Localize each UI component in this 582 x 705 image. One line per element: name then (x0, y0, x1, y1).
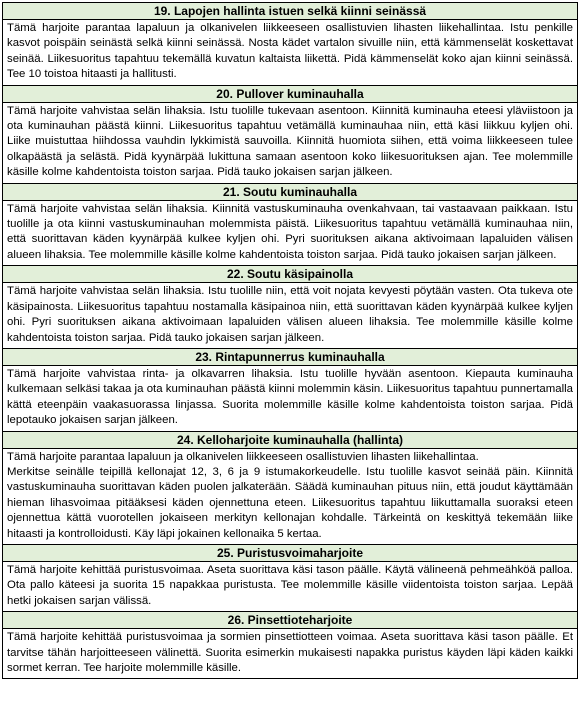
description-paragraph: Tämä harjoite vahvistaa selän lihaksia. Istu tuolille tukevaan asentoon. Kiinnitä kuminauha eteesi yläviistoon ja ota kuminauhan päästä kiinni. Liikesuoritus tapahtuu vetämällä kuminauhaa niin, että käsi liikkuu kyljen ohi. Liike muistuttaa hiihdossa vauhdin lykkimistä sauvoilla. Kiinnitä huomiota siihen, että voima liikkeeseen tulee olkapäästä ja selästä. Pidä kyynärpää lukittuna samaan asentoon koko liikesuorituksen ajan. Tee molemmille käsille kolme kahdentoista toiston sarjaa. Pidä tauko jokaisen sarjan jälkeen. (7, 104, 573, 179)
section-title: 23. Rintapunnerrus kuminauhalla (3, 348, 578, 365)
section-header-row (3, 612, 578, 629)
section-title: 19. Lapojen hallinta istuen selkä kiinni seinässä (3, 3, 578, 20)
section-description (3, 102, 578, 183)
description-paragraph: Tämä harjoite parantaa lapaluun ja olkanivelen liikkeeseen osallistuvien lihasten liikehallintaa. Istu penkille kasvot poispäin seinästä selkä kiinni seinässä. Nosta kädet vartalon sivuille niin, että kämmenselät koskettavat seinää. Liikesuoritus tapahtuu tekemällä kuvatun kaltaista liikettä. Pidä kämmenselät koko ajan kiinni seinässä. Tee 10 toistoa hitaasti ja hallitusti. (7, 22, 573, 81)
section-header-row (3, 431, 578, 448)
description-paragraph: Merkitse seinälle teipillä kellonajat 12, 3, 6 ja 9 istumakorkeudelle. Istu tuolille kasvot seinää päin. Kiinnitä vastuskuminauha suorittavan käden puolen jalkaterään. Säädä kuminauhan pituus niin, että joudut käyttämään hieman lihasvoimaa pitääksesi käden ojennettuna eteen. Liikesuoritus tapahtuu liikuttamalla suoraksi eteen ojennettua kättä vuorotellen jokaiseen merkityn kellonajan kohdalle. Tärkeintä on keskittyä tekemään liike hitaasti ja kontrolloidusti. Käy läpi jokainen kellonaika 5 kertaa. (7, 465, 573, 540)
section-body-row (3, 561, 578, 611)
exercise-table (2, 2, 578, 679)
section-header-row (3, 3, 578, 20)
section-body-row (3, 365, 578, 431)
description-paragraph: Tämä harjoite parantaa lapaluun ja olkanivelen liikkeeseen osallistuvien lihasten liikehallintaa. (7, 450, 479, 463)
section-header-row (3, 183, 578, 200)
section-title: 20. Pullover kuminauhalla (3, 85, 578, 102)
section-description (3, 20, 578, 86)
description-paragraph: Tämä harjoite kehittää puristusvoimaa. Aseta suorittava käsi tason päälle. Käytä välineenä pehmeähköä palloa. Ota pallo käteesi ja suorita 15 napakkaa puristusta. Tee molemmille käsille viidentoista toiston sarjaa. Lepää hetki jokaisen sarjan välissä. (7, 563, 573, 607)
section-description (3, 629, 578, 679)
section-body-row (3, 629, 578, 679)
section-title: 26. Pinsettioteharjoite (3, 612, 578, 629)
section-body-row (3, 200, 578, 266)
section-header-row (3, 348, 578, 365)
description-paragraph: Tämä harjoite kehittää puristusvoimaa ja sormien pinsettiotteen voimaa. Aseta suorittava käsi tason päälle. Et tarvitse tähän harjoitteeseen välinettä. Suorita esimerkin mukaisesti napakka puristus käyden läpi käden kaikki sormet kerran. Tee harjoite molemmille käsille. (7, 631, 573, 674)
section-title: 22. Soutu käsipainolla (3, 266, 578, 283)
exercise-table-body (3, 3, 578, 679)
section-description (3, 283, 578, 349)
section-body-row (3, 283, 578, 349)
section-description (3, 448, 578, 544)
section-description (3, 200, 578, 266)
description-paragraph: Tämä harjoite vahvistaa rinta- ja olkavarren lihaksia. Istu tuolille hyvään asentoon. Kiepauta kuminauha kulkemaan selkäsi takaa ja ota kuminauhan päästä kiinni molemmin käsin. Liikesuoritus tapahtuu punnertamalla kättä eteenpäin vaakasuorassa linjassa. Suorita molemmille käsille kolme kahdentoista toiston sarjaa. Pidä lepotauko jokaisen sarjan jälkeen. (7, 367, 573, 427)
description-paragraph: Tämä harjoite vahvistaa selän lihaksia. Kiinnitä vastuskuminauha ovenkahvaan, tai vastaavaan paikkaan. Istu tuolille ja ota kiinni vastuskuminauhan molemmista päistä. Liikesuoritus tapahtuu vetämällä kuminauhaa niin, että suorittavan käden kyynärpää kulkee kyljen ohi. Pyri suorituksen aikana aktivoimaan lapaluiden välisen alueen lihaksia. Tee molemmille käsille kolme kahdentoista toiston sarjaa. Pidä tauko jokaisen sarjan jälkeen. (7, 202, 573, 261)
section-description (3, 561, 578, 611)
section-body-row (3, 448, 578, 544)
section-body-row (3, 20, 578, 86)
section-header-row (3, 544, 578, 561)
section-header-row (3, 85, 578, 102)
section-description (3, 365, 578, 431)
description-paragraph: Tämä harjoite vahvistaa selän lihaksia. Istu tuolille niin, että voit nojata kevyesti pöytään vasten. Ota tukeva ote käsipainosta. Liikesuoritus tapahtuu nostamalla käsipainoa niin, että suorittavan käden kyynärpää kulkee kyljen ohi. Pyri suorituksen aikana aktivoimaan lapaluiden välisen alueen lihaksia. Tee molemmille käsille kolme kahdentoista toiston sarjaa. Pidä tauko jokaisen sarjan jälkeen. (7, 285, 573, 344)
section-title: 24. Kelloharjoite kuminauhalla (hallinta) (3, 431, 578, 448)
section-title: 25. Puristusvoimaharjoite (3, 544, 578, 561)
section-title: 21. Soutu kuminauhalla (3, 183, 578, 200)
section-body-row (3, 102, 578, 183)
section-header-row (3, 266, 578, 283)
